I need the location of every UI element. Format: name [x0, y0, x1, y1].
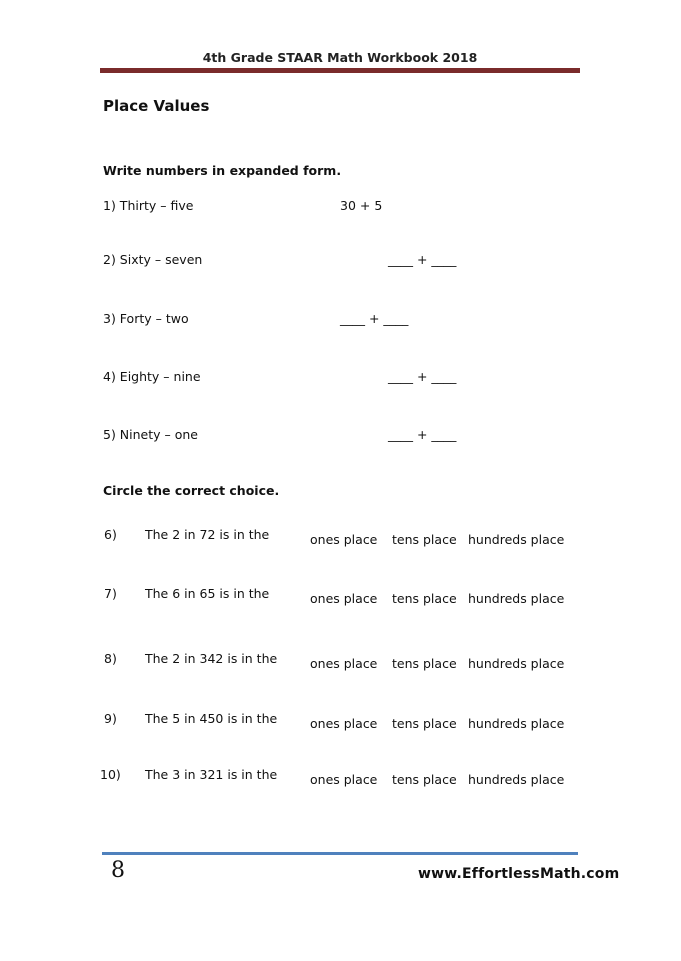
question-5: 5) Ninety – one [103, 427, 198, 442]
answer-1: 30 + 5 [340, 198, 383, 213]
answer-2-blank: ____ + ____ [388, 252, 457, 267]
page-title: Place Values [103, 97, 210, 115]
item-number: 6) [104, 527, 117, 542]
item-text: The 5 in 450 is in the [145, 711, 278, 726]
question-2: 2) Sixty – seven [103, 252, 203, 267]
choice-tens-place: tens place [392, 532, 457, 547]
item-number: 10) [100, 767, 121, 782]
item-text: The 3 in 321 is in the [145, 767, 278, 782]
choice-tens-place: tens place [392, 716, 457, 731]
choice-ones-place: ones place [310, 772, 378, 787]
choice-ones-place: ones place [310, 532, 378, 547]
choice-tens-place: tens place [392, 772, 457, 787]
item-text: The 6 in 65 is in the [145, 586, 270, 601]
website-url: www.EffortlessMath.com [418, 866, 620, 882]
choice-hundreds-place: hundreds place [468, 772, 565, 787]
choice-ones-place: ones place [310, 591, 378, 606]
item-number: 8) [104, 651, 117, 666]
section-heading-expanded-form: Write numbers in expanded form. [103, 163, 342, 178]
question-4: 4) Eighty – nine [103, 369, 201, 384]
item-text: The 2 in 342 is in the [145, 651, 278, 666]
choice-hundreds-place: hundreds place [468, 656, 565, 671]
footer-divider [102, 852, 578, 855]
header-divider [100, 68, 580, 73]
choice-ones-place: ones place [310, 716, 378, 731]
answer-3-blank: ____ + ____ [340, 311, 409, 326]
choice-hundreds-place: hundreds place [468, 591, 565, 606]
choice-hundreds-place: hundreds place [468, 716, 565, 731]
section-heading-circle-choice: Circle the correct choice. [103, 483, 280, 498]
item-number: 7) [104, 586, 117, 601]
choice-hundreds-place: hundreds place [468, 532, 565, 547]
question-1: 1) Thirty – five [103, 198, 194, 213]
workbook-title: 4th Grade STAAR Math Workbook 2018 [202, 50, 478, 65]
choice-tens-place: tens place [392, 656, 457, 671]
choice-ones-place: ones place [310, 656, 378, 671]
answer-4-blank: ____ + ____ [388, 369, 457, 384]
item-number: 9) [104, 711, 117, 726]
answer-5-blank: ____ + ____ [388, 427, 457, 442]
choice-tens-place: tens place [392, 591, 457, 606]
page-number: 8 [111, 858, 125, 883]
question-3: 3) Forty – two [103, 311, 189, 326]
item-text: The 2 in 72 is in the [145, 527, 270, 542]
